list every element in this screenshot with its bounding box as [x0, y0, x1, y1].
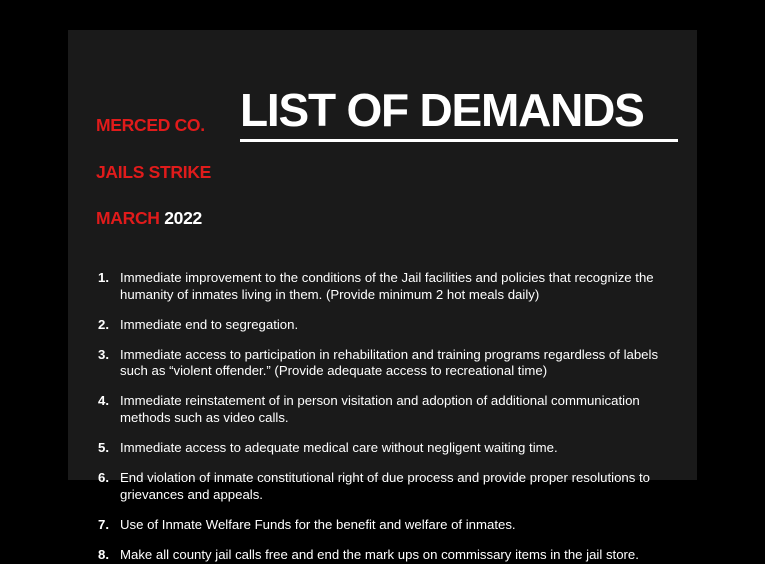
kicker-month: MARCH [96, 208, 160, 229]
list-item [98, 547, 671, 564]
demands-list [68, 270, 697, 564]
list-item [98, 440, 671, 457]
list-item [98, 317, 671, 334]
list-item [98, 517, 671, 534]
kicker-line-3 [96, 207, 238, 230]
demand-text: Immediate reinstatement of in person visitation and adoption of additional communication methods such as video calls. [120, 393, 640, 426]
demand-text: Immediate access to adequate medical care without negligent waiting time. [120, 440, 558, 456]
demand-text: Immediate end to segregation. [120, 316, 299, 332]
poster-header [68, 30, 697, 254]
poster-title-wrap [240, 84, 697, 142]
demand-text: End violation of inmate constitutional right of due process and provide proper resolutions to grievances and appeals. [120, 469, 651, 502]
demand-number: 1. [98, 269, 109, 285]
kicker-line-1: MERCED CO. [96, 115, 205, 136]
demand-text: Immediate access to participation in rehabilitation and training programs regardless of labels such as “violent offender.” (Provide adequate access to recreational time) [120, 346, 659, 379]
demand-number: 6. [98, 469, 109, 485]
list-item [98, 470, 671, 504]
demand-text: Make all county jail calls free and end the mark ups on commissary items in the jail store. [120, 546, 639, 562]
list-item [98, 347, 671, 381]
demand-number: 2. [98, 316, 109, 332]
demand-number: 8. [98, 546, 109, 562]
demand-text: Use of Inmate Welfare Funds for the benefit and welfare of inmates. [120, 516, 516, 532]
demand-number: 3. [98, 346, 109, 362]
list-item [98, 270, 671, 304]
demand-text: Immediate improvement to the conditions of the Jail facilities and policies that recognize the humanity of inmates living in them. (Provide minimum 2 hot meals daily) [120, 269, 654, 302]
poster-panel [68, 30, 697, 562]
poster-kicker [96, 88, 238, 254]
page-title: LIST OF DEMANDS [240, 84, 644, 136]
kicker-line-2: JAILS STRIKE [96, 161, 212, 182]
list-item [98, 393, 671, 427]
demand-number: 7. [98, 516, 109, 532]
kicker-year: 2022 [164, 208, 202, 229]
demand-number: 4. [98, 393, 109, 409]
demand-number: 5. [98, 440, 109, 456]
title-underline [240, 139, 678, 142]
